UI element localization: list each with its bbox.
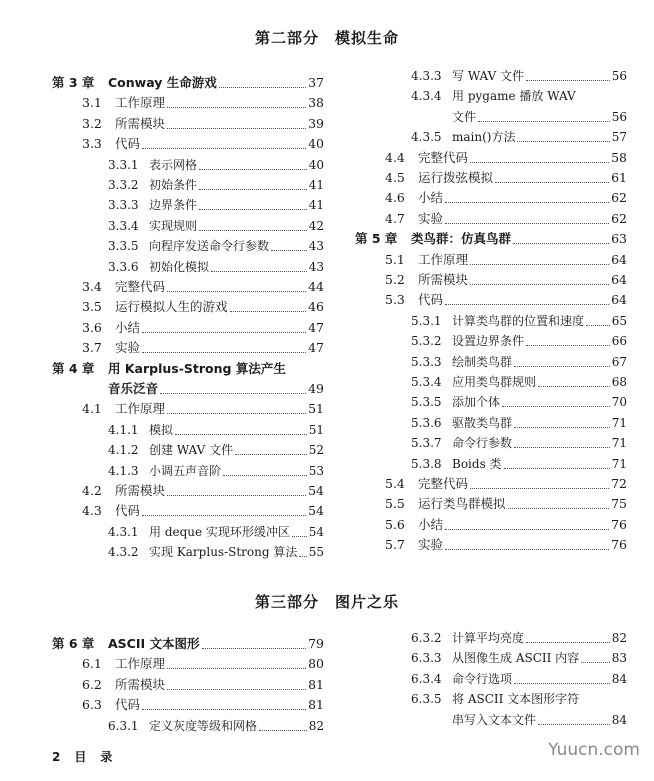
- toc-entry: [52, 318, 324, 338]
- toc-entry-number: 4.1.1: [108, 422, 139, 437]
- toc-entry-title: 命令行参数: [452, 436, 513, 451]
- toc-entry-title: 代码: [115, 697, 141, 713]
- toc-entry-page: 47: [308, 319, 324, 335]
- toc-entry-page: 46: [308, 299, 324, 315]
- footer-label-1: 目: [74, 750, 87, 764]
- toc-entry-title: 初始条件: [149, 178, 198, 192]
- toc-entry-title: 所需模块: [115, 676, 166, 692]
- footer-label-2: 录: [100, 750, 113, 764]
- toc-entry-number: 4.1.3: [108, 463, 139, 478]
- toc-entry-page: 42: [308, 218, 324, 233]
- dot-leader: [167, 127, 306, 129]
- toc-entry-page: 72: [611, 476, 627, 491]
- toc-entry-page: 55: [308, 545, 324, 560]
- toc-entry-page: 80: [308, 656, 324, 672]
- toc-entry-title: 计算平均亮度: [452, 631, 525, 645]
- toc-entry: [52, 716, 324, 736]
- toc-entry: [355, 107, 627, 127]
- toc-entry-title: 表示网格: [149, 157, 198, 172]
- part-two-title: 第二部分 模拟生命: [254, 29, 399, 47]
- toc-entry-page: 81: [308, 697, 324, 713]
- toc-entry-number: 4.1.2: [108, 443, 139, 458]
- toc-entry-page: 76: [611, 537, 627, 553]
- toc-entry-title: 用 deque 实现环形缓冲区: [149, 524, 290, 539]
- toc-entry: [52, 277, 324, 297]
- toc-entry-title: 工作原理: [115, 95, 166, 111]
- toc-entry-title: 所需模块: [115, 483, 166, 498]
- toc-entry: [355, 413, 627, 433]
- toc-entry-number: 3.4: [82, 279, 102, 294]
- toc-entry-number: 4.7: [385, 210, 405, 226]
- dot-leader: [514, 426, 610, 428]
- toc-entry-page: 41: [308, 178, 324, 192]
- toc-entry-number: 5.5: [385, 496, 405, 512]
- page-footer: [52, 748, 126, 765]
- toc-entry-number: 6.3.2: [411, 631, 442, 645]
- toc-entry: [52, 134, 324, 154]
- toc-entry-title: 初始化模拟: [149, 259, 210, 274]
- toc-entry-page: 67: [611, 354, 627, 369]
- toc-entry-page: 47: [308, 340, 324, 356]
- toc-entry-page: 81: [308, 676, 324, 692]
- toc-entry: [52, 93, 324, 113]
- toc-entry-title: 运行模拟人生的游戏: [115, 299, 228, 315]
- dot-leader: [199, 188, 307, 190]
- toc-entry: [355, 392, 627, 412]
- toc-entry-number: 6.3.1: [108, 718, 139, 733]
- toc-entry: [52, 695, 324, 715]
- toc-entry-page: 64: [611, 272, 627, 287]
- toc-entry-title: main()方法: [452, 130, 516, 145]
- dot-leader: [223, 474, 307, 476]
- dot-leader: [259, 729, 307, 731]
- toc-entry-number: 3.3.2: [108, 178, 139, 192]
- toc-entry-page: 75: [611, 496, 627, 512]
- toc-entry-page: 51: [308, 401, 324, 417]
- toc-entry-number: 3.3.5: [108, 239, 139, 254]
- toc-entry-number: 5.3.6: [411, 415, 442, 430]
- toc-entry-number: 4.3.5: [411, 130, 442, 145]
- dot-leader: [504, 467, 610, 469]
- toc-entry-page: 84: [611, 712, 627, 727]
- dot-leader: [199, 208, 307, 210]
- toc-entry: [52, 114, 324, 134]
- toc-entry: [355, 648, 627, 668]
- toc-entry-page: 62: [611, 190, 627, 206]
- toc-entry-page: 51: [308, 422, 324, 437]
- toc-entry-title: 代码: [418, 292, 444, 308]
- dot-leader: [538, 385, 610, 387]
- toc-entry: [355, 250, 627, 270]
- toc-entry-title: 运行类鸟群模拟: [418, 496, 506, 512]
- toc-entry: [355, 710, 627, 730]
- toc-entry-page: 44: [308, 279, 324, 294]
- toc-entry: [355, 628, 627, 648]
- toc-entry-title: 所需模块: [418, 272, 469, 287]
- dot-leader: [167, 412, 306, 414]
- toc-entry-title: ASCII 文本图形: [108, 636, 200, 651]
- toc-entry-number: 6.3.5: [411, 692, 442, 707]
- toc-entry: [52, 440, 324, 460]
- toc-entry-number: 3.7: [82, 340, 102, 356]
- toc-entry: [355, 372, 627, 392]
- toc-entry-title: 文件: [452, 109, 477, 124]
- toc-entry-title: Boids 类: [452, 456, 502, 471]
- toc-entry-page: 40: [308, 136, 324, 152]
- toc-entry-number: 3.3.4: [108, 218, 139, 233]
- toc-entry: [355, 209, 627, 229]
- dot-leader: [167, 106, 306, 108]
- dot-leader: [230, 310, 307, 312]
- toc-entry-title: 完整代码: [418, 149, 469, 165]
- toc-entry: [52, 420, 324, 440]
- toc-entry: [355, 127, 627, 147]
- toc-entry-number: 4.3.3: [411, 69, 442, 83]
- toc-entry: [52, 634, 324, 654]
- dot-leader: [586, 324, 610, 326]
- toc-entry: [355, 454, 627, 474]
- toc-entry: [355, 494, 627, 514]
- toc-entry-number: 4.3.2: [108, 545, 139, 560]
- toc-entry-title: 从图像生成 ASCII 内容: [452, 651, 580, 666]
- dot-leader: [526, 344, 610, 346]
- dot-leader: [199, 168, 307, 170]
- dot-leader: [526, 641, 610, 643]
- toc-entry-number: 第 6 章: [52, 636, 95, 651]
- toc-entry: [355, 86, 627, 106]
- toc-entry-number: 6.2: [82, 676, 102, 692]
- toc-entry: [355, 433, 627, 453]
- toc-entry-title: 绘制类鸟群: [452, 354, 513, 369]
- dot-leader: [299, 555, 306, 557]
- watermark: Yuucn.com: [548, 740, 640, 760]
- toc-entry: [52, 175, 324, 195]
- toc-entry-number: 4.4: [385, 149, 405, 165]
- toc-entry: [52, 155, 324, 175]
- toc-entry-title: 实验: [418, 210, 444, 226]
- toc-entry-page: 71: [611, 415, 627, 430]
- toc-entry-page: 58: [611, 149, 627, 165]
- toc-entry-number: 4.1: [82, 401, 102, 417]
- toc-entry-number: 5.6: [385, 516, 405, 532]
- toc-entry-number: 6.1: [82, 656, 102, 672]
- toc-entry: [355, 689, 627, 709]
- toc-entry-number: 5.3.7: [411, 436, 442, 451]
- toc-entry-title: 创建 WAV 文件: [149, 443, 234, 458]
- dot-leader: [142, 331, 306, 333]
- toc-entry-page: 61: [611, 170, 627, 185]
- toc-entry-title: 工作原理: [418, 251, 469, 267]
- toc-entry: [355, 474, 627, 494]
- toc-entry: [52, 216, 324, 236]
- toc-entry-number: 第 3 章: [52, 75, 95, 90]
- toc-entry-page: 65: [611, 313, 627, 328]
- dot-leader: [502, 405, 610, 407]
- toc-entry-page: 64: [611, 251, 627, 267]
- toc-entry-title: 添加个体: [452, 395, 501, 410]
- dot-leader: [508, 507, 610, 509]
- toc-entry-page: 43: [308, 239, 324, 254]
- toc-entry-title: 实验: [418, 537, 444, 553]
- toc-entry-title: 音乐泛音: [108, 381, 159, 396]
- toc-entry-number: 5.3: [385, 292, 405, 308]
- toc-entry-number: 4.2: [82, 483, 102, 498]
- toc-entry: [52, 379, 324, 399]
- toc-entry-title: 模拟: [149, 422, 174, 437]
- toc-entry: [355, 352, 627, 372]
- toc-entry-number: 3.3.1: [108, 157, 139, 172]
- dot-leader: [199, 229, 307, 231]
- dot-leader: [514, 446, 610, 448]
- toc-entry: [52, 359, 324, 379]
- toc-entry-number: 4.5: [385, 170, 405, 185]
- toc-entry-title: 类鸟群：仿真鸟群: [411, 231, 512, 247]
- toc-entry-title: 小结: [418, 516, 444, 532]
- dot-leader: [445, 201, 609, 203]
- toc-entry-number: 5.2: [385, 272, 405, 287]
- toc-entry-page: 83: [611, 651, 627, 666]
- dot-leader: [167, 290, 306, 292]
- toc-entry: [355, 669, 627, 689]
- dot-leader: [478, 120, 610, 122]
- dot-leader: [526, 79, 610, 81]
- toc-entry-page: 63: [611, 231, 627, 247]
- dot-leader: [160, 392, 306, 394]
- toc-entry: [52, 542, 324, 562]
- toc-entry: [355, 311, 627, 331]
- toc-entry-page: 52: [308, 443, 324, 458]
- dot-leader: [445, 303, 609, 305]
- dot-leader: [142, 514, 306, 516]
- toc-entry: [52, 257, 324, 277]
- toc-entry-title: 工作原理: [115, 401, 166, 417]
- toc-entry: [52, 675, 324, 695]
- dot-leader: [167, 494, 306, 496]
- toc-entry-number: 5.3.4: [411, 375, 442, 389]
- toc-entry-number: 5.3.8: [411, 456, 442, 471]
- toc-entry: [52, 338, 324, 358]
- toc-entry-page: 64: [611, 292, 627, 308]
- toc-entry-page: 40: [308, 157, 324, 172]
- toc-entry: [52, 195, 324, 215]
- dot-leader: [175, 433, 307, 435]
- toc-entry-title: 所需模块: [115, 115, 166, 131]
- toc-entry-number: 3.2: [82, 115, 102, 131]
- toc-entry-title: 边界条件: [149, 198, 198, 213]
- toc-entry-number: 第 4 章: [52, 360, 95, 376]
- toc-entry: [355, 331, 627, 351]
- toc-entry-title: 工作原理: [115, 656, 166, 672]
- toc-entry-title: 应用类鸟群规则: [452, 375, 537, 389]
- toc-entry-page: 39: [308, 115, 324, 131]
- toc-entry-page: 76: [611, 516, 627, 532]
- toc-entry-page: 54: [308, 524, 324, 539]
- toc-entry: [355, 168, 627, 188]
- dot-leader: [513, 242, 609, 244]
- toc-entry-title: 串写入文本文件: [452, 712, 537, 727]
- toc-entry-title: 小调五声音阶: [149, 463, 222, 478]
- toc-entry-page: 49: [308, 381, 324, 396]
- toc-entry-number: 第 5 章: [355, 231, 398, 247]
- toc-entry-title: 实验: [115, 340, 141, 356]
- toc-entry: [355, 66, 627, 86]
- toc-entry-title: 将 ASCII 文本图形字符: [452, 692, 580, 707]
- toc-entry-number: 3.6: [82, 319, 102, 335]
- toc-entry-page: 84: [611, 671, 627, 686]
- toc-entry-title: 完整代码: [418, 476, 469, 491]
- toc-entry: [52, 501, 324, 521]
- toc-entry-number: 5.7: [385, 537, 405, 553]
- dot-leader: [445, 548, 609, 550]
- toc-entry: [52, 297, 324, 317]
- dot-leader: [271, 249, 307, 251]
- toc-entry: [52, 399, 324, 419]
- page-number: 2: [52, 750, 61, 764]
- toc-entry-number: 4.3: [82, 503, 102, 519]
- toc-entry-title: 运行拨弦模拟: [418, 170, 494, 185]
- dot-leader: [514, 682, 610, 684]
- dot-leader: [235, 453, 307, 455]
- toc-entry: [355, 535, 627, 555]
- toc-entry-page: 71: [611, 436, 627, 451]
- dot-leader: [470, 161, 609, 163]
- toc-entry-page: 79: [308, 636, 324, 651]
- part-three-title: 第三部分 图片之乐: [254, 593, 399, 611]
- toc-entry-title: 用 Karplus-Strong 算法产生: [108, 360, 286, 376]
- toc-entry-number: 5.3.3: [411, 354, 442, 369]
- toc-entry-page: 68: [611, 375, 627, 389]
- dot-leader: [470, 283, 609, 285]
- toc-entry-number: 3.5: [82, 299, 102, 315]
- toc-entry: [52, 236, 324, 256]
- toc-entry-title: 命令行选项: [452, 671, 513, 686]
- dot-leader: [167, 688, 306, 690]
- dot-leader: [581, 661, 610, 663]
- dot-leader: [495, 181, 609, 183]
- toc-entry: [52, 461, 324, 481]
- toc-entry-title: 实现规则: [149, 218, 198, 233]
- toc-entry-number: 3.3.3: [108, 198, 139, 213]
- toc-entry-page: 71: [611, 456, 627, 471]
- toc-entry-page: 38: [308, 95, 324, 111]
- dot-leader: [219, 86, 306, 88]
- toc-entry-title: 驱散类鸟群: [452, 415, 513, 430]
- dot-leader: [142, 351, 306, 353]
- dot-leader: [167, 667, 306, 669]
- toc-entry-page: 43: [308, 259, 324, 274]
- toc-entry-title: 设置边界条件: [452, 334, 525, 349]
- toc-entry-number: 3.3.6: [108, 259, 139, 274]
- dot-leader: [514, 365, 610, 367]
- toc-entry-page: 41: [308, 198, 324, 213]
- toc-entry-title: 小结: [115, 319, 141, 335]
- toc-entry-page: 37: [308, 75, 324, 90]
- toc-entry: [355, 148, 627, 168]
- toc-entry-title: 完整代码: [115, 279, 166, 294]
- dot-leader: [445, 528, 609, 530]
- toc-entry-page: 56: [611, 109, 627, 124]
- toc-entry-title: 实现 Karplus-Strong 算法: [149, 545, 298, 560]
- toc-entry: [52, 654, 324, 674]
- toc-entry: [52, 522, 324, 542]
- toc-entry-title: 向程序发送命令行参数: [149, 239, 270, 254]
- toc-entry-page: 56: [611, 69, 627, 83]
- toc-entry-number: 4.6: [385, 190, 405, 206]
- dot-leader: [445, 222, 609, 224]
- toc-entry-title: 定义灰度等级和网格: [149, 718, 258, 733]
- dot-leader: [211, 270, 307, 272]
- toc-entry-number: 4.3.1: [108, 524, 139, 539]
- dot-leader: [142, 708, 306, 710]
- toc-entry-page: 54: [308, 483, 324, 498]
- toc-entry-number: 4.3.4: [411, 89, 442, 104]
- toc-entry: [52, 481, 324, 501]
- toc-entry-title: 小结: [418, 190, 444, 206]
- toc-entry-number: 5.3.2: [411, 334, 442, 349]
- dot-leader: [292, 535, 307, 537]
- toc-entry-number: 3.1: [82, 95, 102, 111]
- toc-entry-title: 用 pygame 播放 WAV: [452, 89, 576, 104]
- toc-entry-title: 代码: [115, 136, 141, 152]
- toc-entry-title: 写 WAV 文件: [452, 69, 525, 83]
- toc-entry-title: 计算类鸟群的位置和速度: [452, 313, 585, 328]
- toc-entry-page: 53: [308, 463, 324, 478]
- toc-entry: [355, 229, 627, 249]
- toc-entry: [355, 290, 627, 310]
- toc-entry-number: 3.3: [82, 136, 102, 152]
- toc-entry: [355, 515, 627, 535]
- dot-leader: [202, 647, 307, 649]
- toc-entry-title: 代码: [115, 503, 141, 519]
- toc-entry-number: 5.3.1: [411, 313, 442, 328]
- toc-entry-page: 82: [308, 718, 324, 733]
- toc-entry-number: 6.3: [82, 697, 102, 713]
- toc-entry: [52, 73, 324, 93]
- dot-leader: [470, 263, 609, 265]
- toc-entry-page: 66: [611, 334, 627, 349]
- toc-entry: [355, 188, 627, 208]
- toc-entry-number: 5.1: [385, 251, 405, 267]
- toc-entry-page: 54: [308, 503, 324, 519]
- toc-entry-page: 57: [611, 130, 627, 145]
- toc-entry-number: 5.4: [385, 476, 405, 491]
- toc-entry-page: 62: [611, 210, 627, 226]
- toc-entry-title: Conway 生命游戏: [108, 75, 217, 90]
- dot-leader: [470, 487, 609, 489]
- toc-entry-number: 6.3.3: [411, 651, 442, 666]
- toc-entry-number: 5.3.5: [411, 395, 442, 410]
- dot-leader: [538, 723, 610, 725]
- toc-entry-number: 6.3.4: [411, 671, 442, 686]
- toc-entry-page: 82: [611, 631, 627, 645]
- dot-leader: [142, 147, 306, 149]
- dot-leader: [517, 140, 609, 142]
- toc-entry: [355, 270, 627, 290]
- toc-entry-page: 70: [611, 395, 627, 410]
